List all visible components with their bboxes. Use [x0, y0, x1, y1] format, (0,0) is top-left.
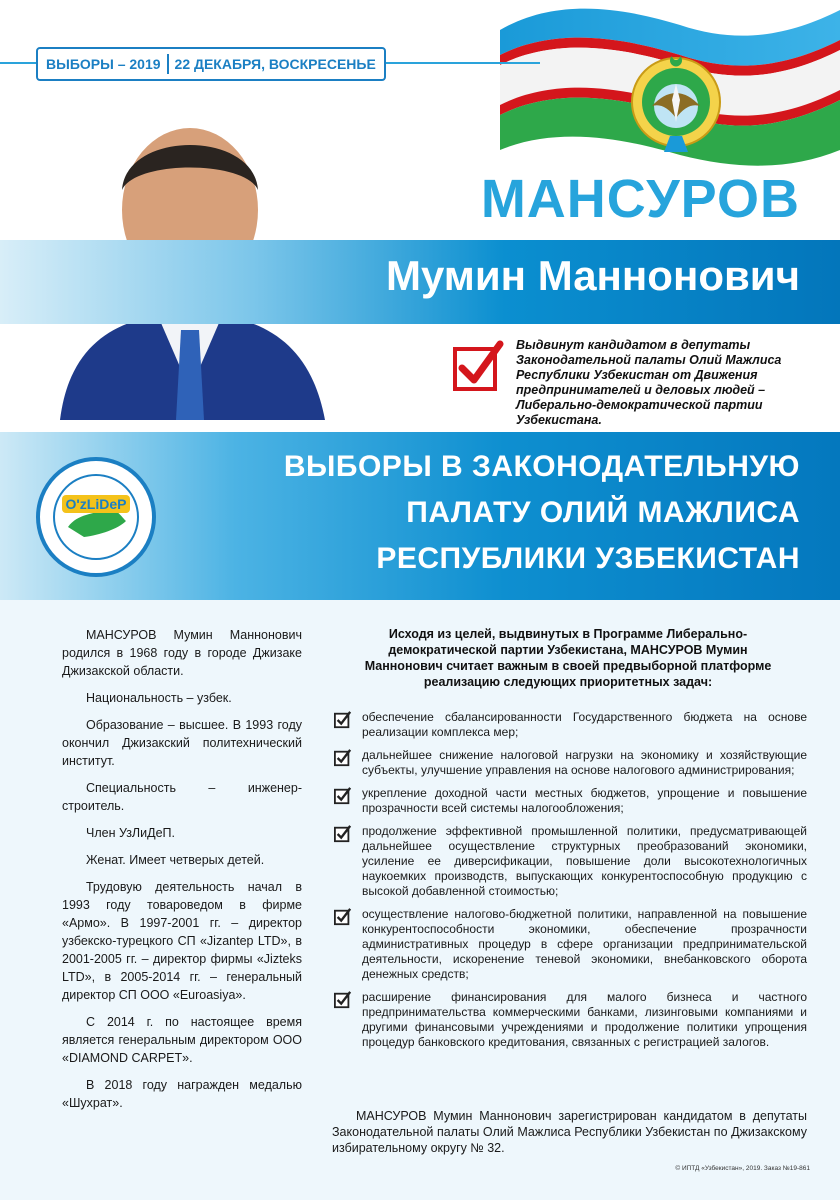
task-text: обеспечение сбалансированности Государственного бюджета на основе реализации комплекса мер;: [362, 710, 807, 739]
bio-paragraph: Трудовую деятельность начал в 1993 году товароведом в фирме «Армо». В 1997-2001 гг. – директор узбекско-турецкого СП «Jizantep LTD», в 2001-2005 гг. – директор фирмы «Jizteks LTD», в 2005-2014 гг. – генеральный директор СП ООО «Euroasiya».: [62, 880, 302, 1002]
bio-paragraph: Национальность – узбек.: [86, 691, 232, 705]
task-item: [332, 748, 807, 778]
task-text: продолжение эффективной промышленной политики, предусматривающей дальнейшее осуществление структурных преобразований экономики, усиление ее диверсификации, повышение доли высокотехнологичных наукоемких производств, выпускающих конкурентоспособную продукцию с высокой добавленной стоимостью;: [362, 824, 807, 898]
nomination-text: Выдвинут кандидатом в депутаты Законодательной палаты Олий Мажлиса Республики Узбекистан от Движения предпринимателей и деловых людей – Либерально-демократической партии Узбекистана.: [516, 338, 782, 427]
candidate-given-names: Мумин Маннонович: [385, 252, 800, 299]
bio-paragraph: Специальность – инженер-строитель.: [62, 781, 302, 813]
check-icon: [332, 825, 354, 843]
task-text: расширение финансирования для малого бизнеса и частного предпринимательства коммерческими банками, лизинговыми компаниями и другими финансовыми учреждениями и продолжение политики упрощения процедур банковского кредитования, связанных с регистрацией залогов.: [362, 990, 807, 1049]
party-wordmark: O'zLiDeP: [65, 496, 127, 512]
task-list: [332, 710, 807, 1058]
bio-paragraph: Женат. Имеет четверых детей.: [86, 853, 265, 867]
check-icon: [332, 787, 354, 805]
title-line-3: РЕСПУБЛИКИ УЗБЕКИСТАН: [376, 542, 800, 575]
check-icon: [332, 908, 354, 926]
registration-note: МАНСУРОВ Мумин Маннонович зарегистрирован кандидатом в депутаты Законодательной палаты Олий Мажлиса Республики Узбекистан по Джизакскому избирательному округу № 32.: [332, 1109, 807, 1155]
title-line-2: ПАЛАТУ ОЛИЙ МАЖЛИСА: [406, 496, 800, 529]
state-emblem-icon: [628, 40, 724, 156]
bio-paragraph: Член УзЛиДеП.: [86, 826, 175, 840]
bio-paragraph: В 2018 году награжден медалью «Шухрат».: [62, 1078, 302, 1110]
task-text: осуществление налогово-бюджетной политики, направленной на повышение конкурентоспособности экономики, обеспечение прозрачности административных процедур в сфере организации предпринимательской деятельности, искоренение теневой экономики, внебанковского оборота денежных средств;: [362, 907, 807, 981]
task-text: дальнейшее снижение налоговой нагрузки на экономику и хозяйствующие субъекты, улучшение управления на основе налогового администрирования;: [362, 748, 807, 777]
election-date: 22 ДЕКАБРЯ, ВОСКРЕСЕНЬЕ: [174, 56, 376, 72]
task-item: [332, 710, 807, 740]
checkmark-box-icon: [452, 340, 504, 392]
bio-paragraph: МАНСУРОВ Мумин Маннонович родился в 1968 году в городе Джизаке Джизакской области.: [62, 628, 302, 678]
bio-paragraph: С 2014 г. по настоящее время является генеральным директором ООО «DIAMOND CARPET».: [62, 1015, 302, 1065]
title-line-1: ВЫБОРЫ В ЗАКОНОДАТЕЛЬНУЮ: [283, 450, 800, 483]
check-icon: [332, 991, 354, 1009]
program-intro: Исходя из целей, выдвинутых в Программе Либерально-демократической партии Узбекистана, МАНСУРОВ Мумин Маннонович считает важным в своей предвыборной платформе реализацию следующих приоритетных задач:: [364, 627, 772, 689]
bio-paragraph: Образование – высшее. В 1993 году окончил Джизакский политехнический институт.: [62, 718, 302, 768]
task-item: [332, 907, 807, 982]
check-icon: [332, 749, 354, 767]
task-text: укрепление доходной части местных бюджетов, упрощение и повышение прозрачности всей системы налогообложения;: [362, 786, 807, 815]
task-item: [332, 786, 807, 816]
candidate-surname: МАНСУРОВ: [480, 169, 800, 229]
check-icon: [332, 711, 354, 729]
election-label: ВЫБОРЫ – 2019: [46, 56, 161, 72]
badge-divider: [167, 54, 169, 74]
party-logo-icon: [34, 455, 158, 579]
task-item: [332, 824, 807, 899]
print-imprint: © ИПТД «Узбекистан», 2019. Заказ №19-861: [675, 1165, 810, 1172]
biography: [62, 626, 302, 1121]
election-badge: [36, 47, 386, 81]
task-item: [332, 990, 807, 1050]
